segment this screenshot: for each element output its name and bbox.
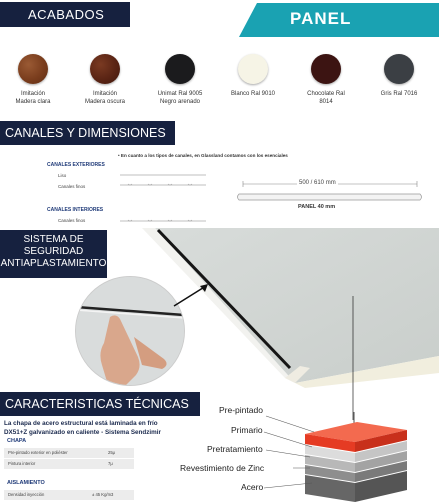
swatch-label-chocolate: Chocolate Ral 8014	[307, 91, 345, 105]
layer-label-pretratamiento: Pretratamiento	[207, 444, 263, 454]
canales-note: • En cuanto a los tipos de canales, en Glassland contamos con los esenciales	[118, 153, 288, 158]
canales-title: CANALES Y DIMENSIONES	[5, 126, 166, 140]
swatch-label-madera-clara: Imitación Madera clara	[15, 91, 51, 105]
swatch-label-negro-arenado: Unimat Ral 9005 Negro arenado	[157, 91, 203, 105]
aislamiento-row-1: Densidad inyección ± 45 Kg/m3	[4, 490, 134, 500]
layer-label-primario: Primario	[231, 425, 263, 435]
desc-line-1: La chapa de acero estructural está laminada en frío	[4, 420, 158, 427]
sistema-title-2: SEGURIDAD	[23, 246, 84, 257]
swatch-label-gris: Gris Ral 7016	[380, 91, 418, 97]
panel-thickness-label: PANEL 40 mm	[298, 204, 336, 210]
interiores-title: CANALES INTERIORES	[47, 207, 104, 213]
exteriores-title: CANALES EXTERIORES	[47, 162, 105, 168]
exterior-item-canales-finos: Canales finos	[58, 184, 86, 189]
swatch-label-blanco: Blanco Ral 9010	[230, 91, 276, 97]
sistema-title-1: SISTEMA DE	[23, 234, 84, 245]
layer-label-prepintado: Pre-pintado	[219, 405, 263, 415]
acabados-title: ACABADOS	[28, 7, 105, 22]
aislamiento-title: AISLAMIENTO	[7, 480, 45, 486]
layer-label-acero: Acero	[241, 482, 264, 492]
chapa-title: CHAPA	[7, 438, 27, 444]
panel-title: PANEL	[290, 9, 352, 28]
sistema-title-3: ANTIAPLASTAMIENTO	[0, 258, 107, 269]
swatch-label-madera-oscura: Imitación Madera oscura	[84, 91, 126, 105]
caracteristicas-title: CARACTERISTICAS TÉCNICAS	[5, 397, 189, 411]
desc-line-2: DX51+Z galvanizado en caliente - Sistema Sendzimir	[4, 428, 161, 436]
interior-item-canales-finos: Canales finos	[58, 218, 86, 223]
chapa-row-2: Pintura interior 7μ	[4, 459, 134, 469]
chapa-row-1: Pre-pintado exterior en poliéster 25μ	[4, 448, 134, 459]
exterior-item-liso: Liso	[58, 173, 67, 178]
dimension-label: 500 / 610 mm	[299, 180, 336, 186]
layer-label-zinc: Revestimiento de Zinc	[180, 463, 265, 473]
